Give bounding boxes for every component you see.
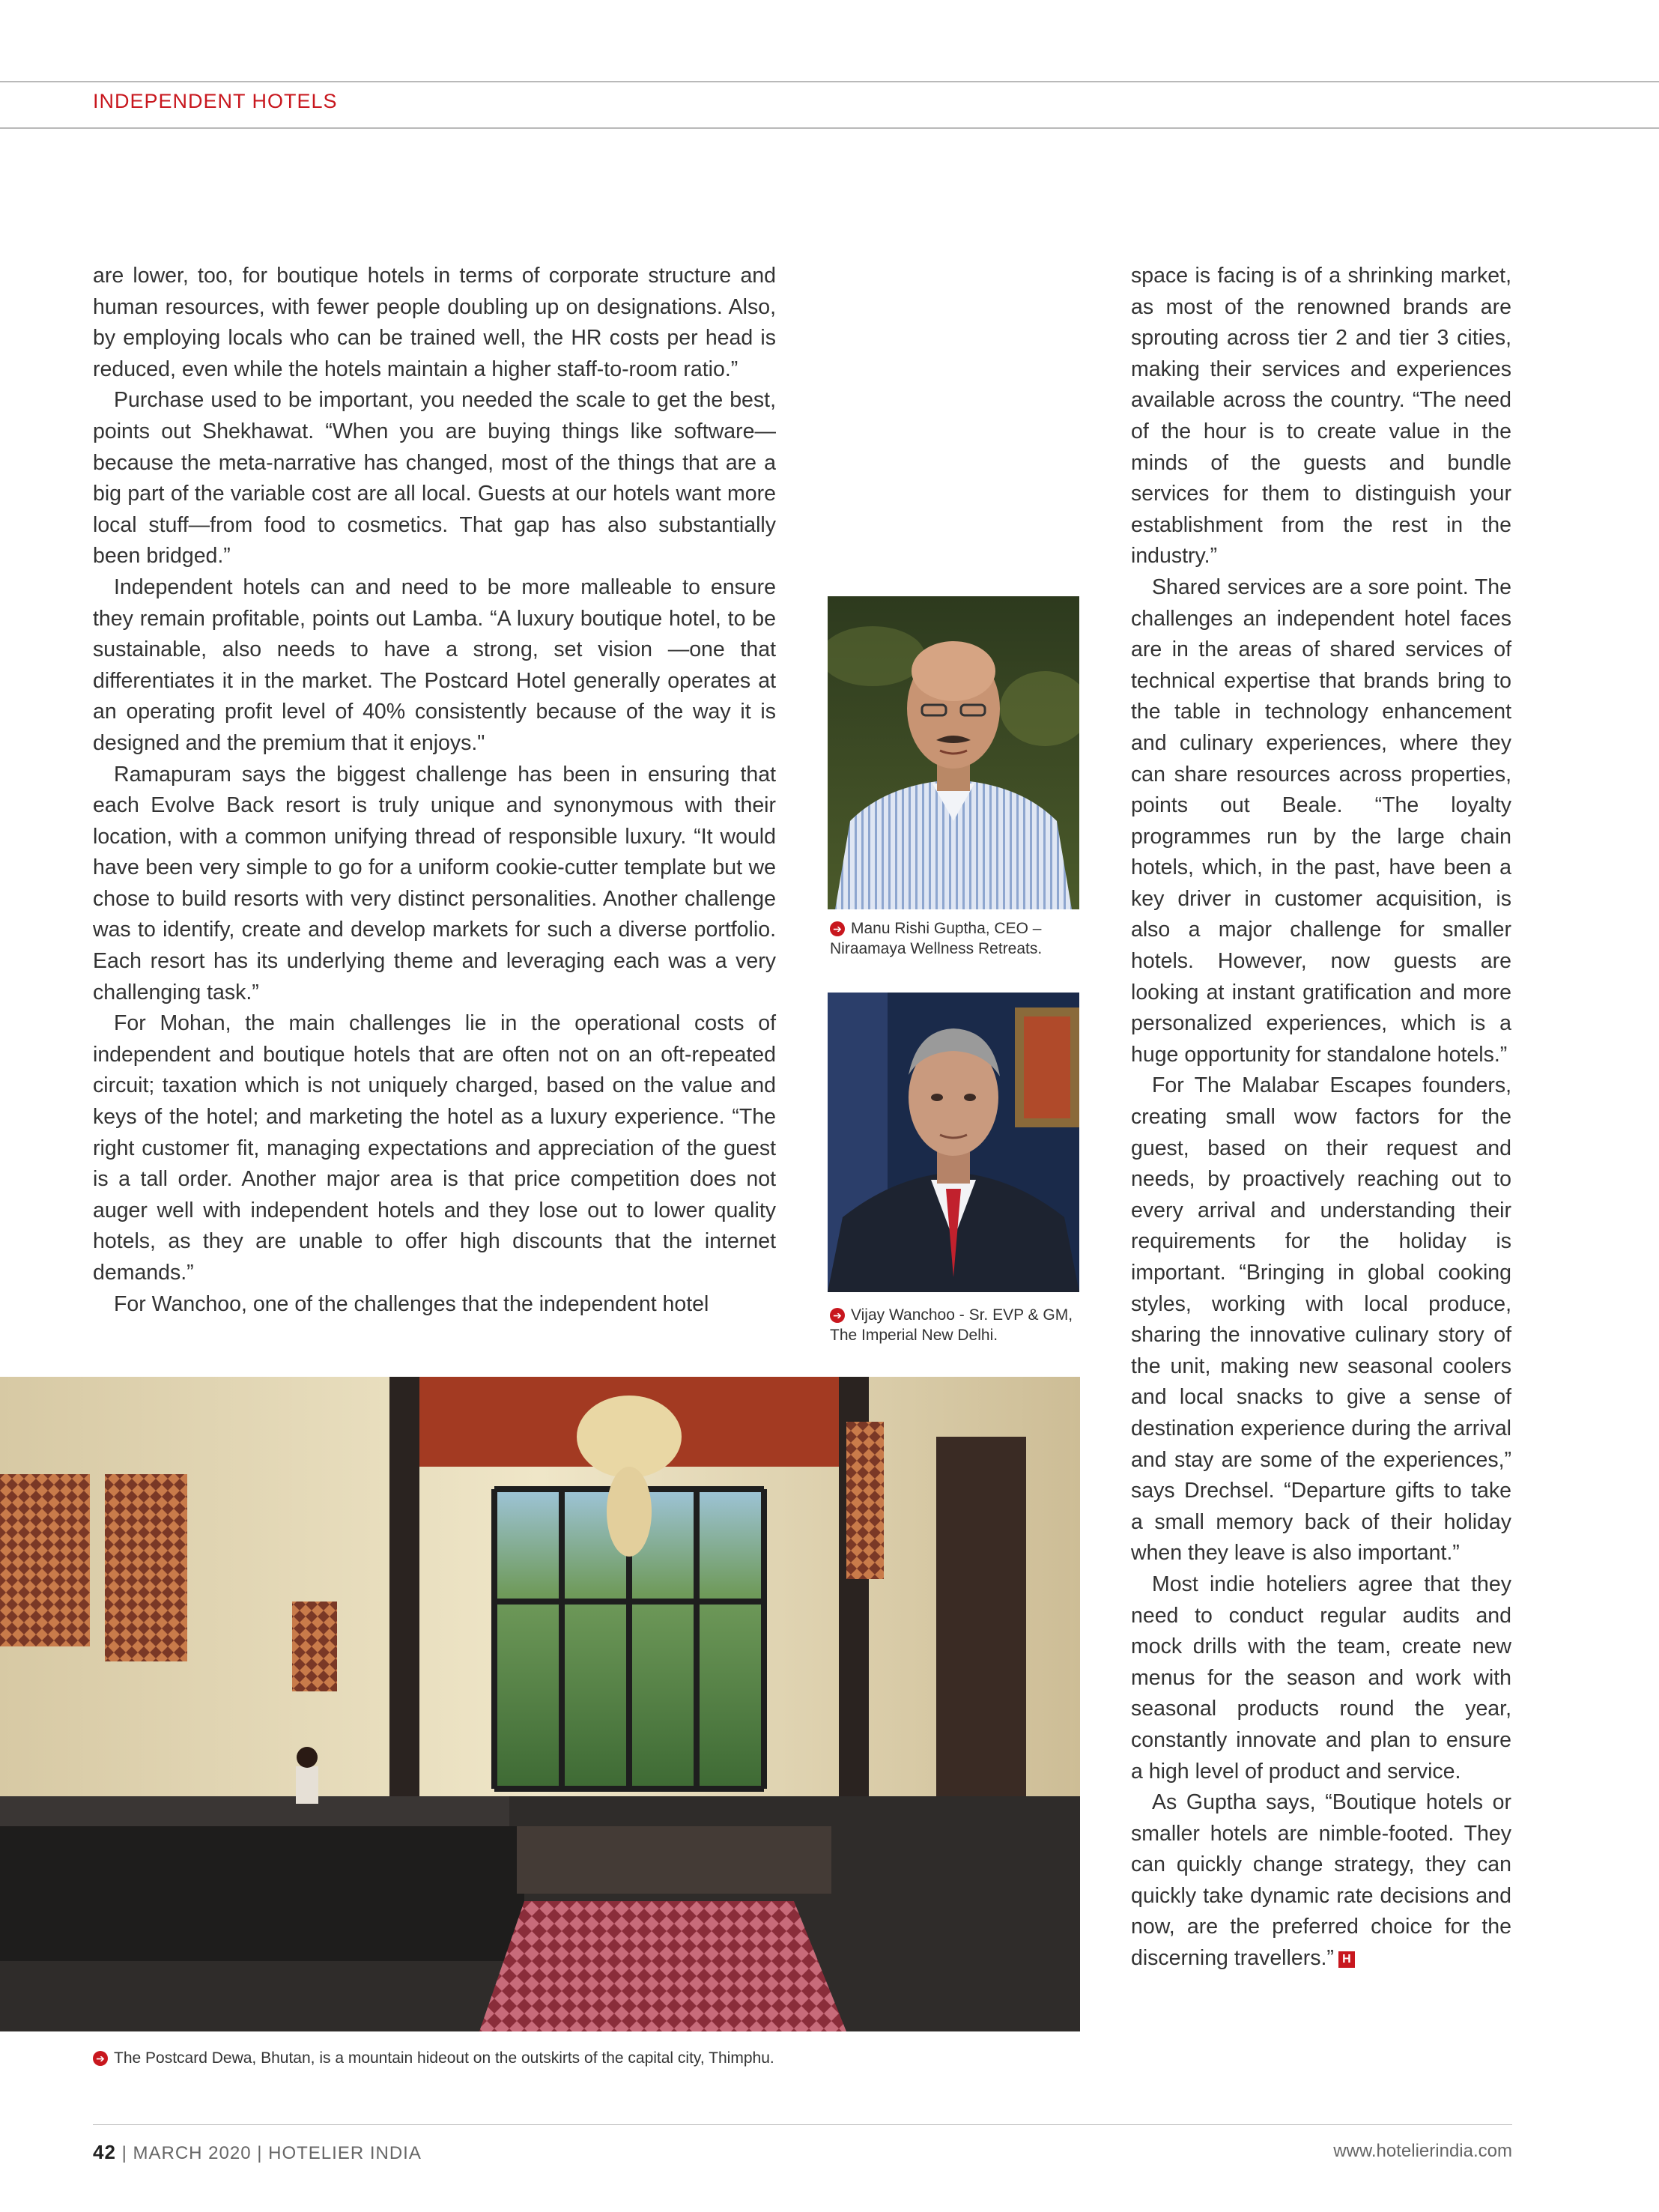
- paragraph: are lower, too, for boutique hotels in terms of corporate structure and human resources, with fewer people doubling up on designations. Also, by employing locals who can be trained well, the HR costs per head is reduced, even while the hotels maintain a higher staff-to-room ratio.”: [93, 264, 776, 381]
- footer-left: 42 | MARCH 2020 | HOTELIER INDIA: [93, 2141, 422, 2163]
- footer-rule: [93, 2124, 1512, 2125]
- caption-guptha: ➔ Manu Rishi Guptha, CEO – Niraamaya Wellness Retreats.: [830, 920, 1043, 957]
- lobby-photo: [0, 1377, 1080, 2031]
- caption-wanchoo: ➔ Vijay Wanchoo - Sr. EVP & GM, The Imperial New Delhi.: [830, 1306, 1073, 1344]
- magazine-name: HOTELIER INDIA: [268, 2143, 422, 2163]
- caption-lobby: ➔ The Postcard Dewa, Bhutan, is a mountain hideout on the outskirts of the capital city, Thimphu.: [93, 2048, 1067, 2068]
- page-number: 42: [93, 2141, 116, 2163]
- header-rule: [0, 127, 1659, 129]
- paragraph: For Wanchoo, one of the challenges that the independent hotel: [114, 1291, 709, 1316]
- paragraph: space is facing is of a shrinking market, as most of the renowned brands are sprouting across tier 2 and tier 3 cities, making their services and experiences available across the country. “The need of the hour is to create value in the minds of the guests and bundle services for them to distinguish your establishment from the rest in the industry.”: [1131, 264, 1511, 569]
- paragraph: Ramapuram says the biggest challenge has been in ensuring that each Evolve Back resort is truly unique and synonymous with their location, with a common unifying thread of responsible luxury. “It would have been very simple to go for a uniform cookie-cutter template but we chose to build resorts with very distinct personalities. Another challenge was to identify, create and develop markets for such a diverse portfolio. Each resort has its underlying theme and leveraging each was a very challenging task.”: [93, 762, 776, 1005]
- arrow-right-icon: ➔: [830, 1308, 845, 1323]
- issue-date: MARCH 2020: [133, 2143, 252, 2163]
- top-rule: [0, 81, 1659, 82]
- right-column: [1131, 261, 1511, 1975]
- left-column: [93, 261, 776, 1320]
- arrow-right-icon: ➔: [830, 921, 845, 936]
- arrow-right-icon: ➔: [93, 2051, 108, 2066]
- portrait-guptha: [828, 596, 1079, 909]
- paragraph: For Mohan, the main challenges lie in the operational costs of independent and boutique hotels that are often not on an oft-repeated circuit; taxation which is not uniquely charged, based on the value and keys of the hotel; and marketing the hotel as a luxury experience. “The right customer fit, managing expectations and appreciation of the guest is a tall order. Another major area is that price competition does not auger well with independent hotels and they lose out to lower quality hotels, as they are unable to offer high discounts that the internet demands.”: [93, 1011, 776, 1285]
- end-mark-icon: H: [1338, 1951, 1355, 1968]
- paragraph: Shared services are a sore point. The challenges an independent hotel faces are in the areas of shared services of technical expertise that brands bring to the table in technology enhancement and culinary experiences, where they can share resources across properties, points out Beale. “The loyalty programmes run by the large chain hotels, which, in the past, have been a key driver in customer acquisition, is also a major challenge for smaller hotels. However, now guests are looking at instant gratification and more personalized experiences, which is a huge opportunity for standalone hotels.”: [1131, 575, 1511, 1067]
- paragraph: Most indie hoteliers agree that they need to conduct regular audits and mock drills with the team, create new menus for the season and work with seasonal products round the year, constantly innovate and plan to ensure a high level of product and service.: [1131, 1572, 1511, 1784]
- section-label: INDEPENDENT HOTELS: [93, 90, 338, 112]
- paragraph: Independent hotels can and need to be more malleable to ensure they remain profitable, points out Lamba. “A luxury boutique hotel, to be sustainable, also needs to have a strong, set vision —one that differentiates it in the market. The Postcard Hotel generally operates at an operating profit level of 40% consistently because of the way it is designed and the premium that it enjoys.": [93, 575, 776, 755]
- paragraph: For The Malabar Escapes founders, creating small wow factors for the guest, based on their request and needs, by proactively reaching out to every arrival and understanding their requirements for the holiday is important. “Bringing in global cooking styles, working with local produce, sharing the innovative culinary story of the unit, making new seasonal coolers and local snacks to give a sense of destination experience during the arrival and stay are some of the experiences,” says Drechsel. “Departure gifts to take a small memory back of their holiday when they leave is also important.”: [1131, 1073, 1511, 1566]
- footer-url[interactable]: www.hotelierindia.com: [1333, 2141, 1512, 2161]
- portrait-wanchoo: [828, 993, 1079, 1292]
- paragraph: As Guptha says, “Boutique hotels or smaller hotels are nimble-footed. They can quickly change strategy, they can quickly take dynamic rate decisions and now, are the preferred choice for the discerning travellers.” H: [1131, 1790, 1511, 1971]
- paragraph: Purchase used to be important, you needed the scale to get the best, points out Shekhawat. “When you are buying things like software—because the meta-narrative has changed, most of the things that are a big part of the variable cost are all local. Guests at our hotels want more local stuff—from food to cosmetics. That gap has also substantially been bridged.”: [93, 388, 776, 569]
